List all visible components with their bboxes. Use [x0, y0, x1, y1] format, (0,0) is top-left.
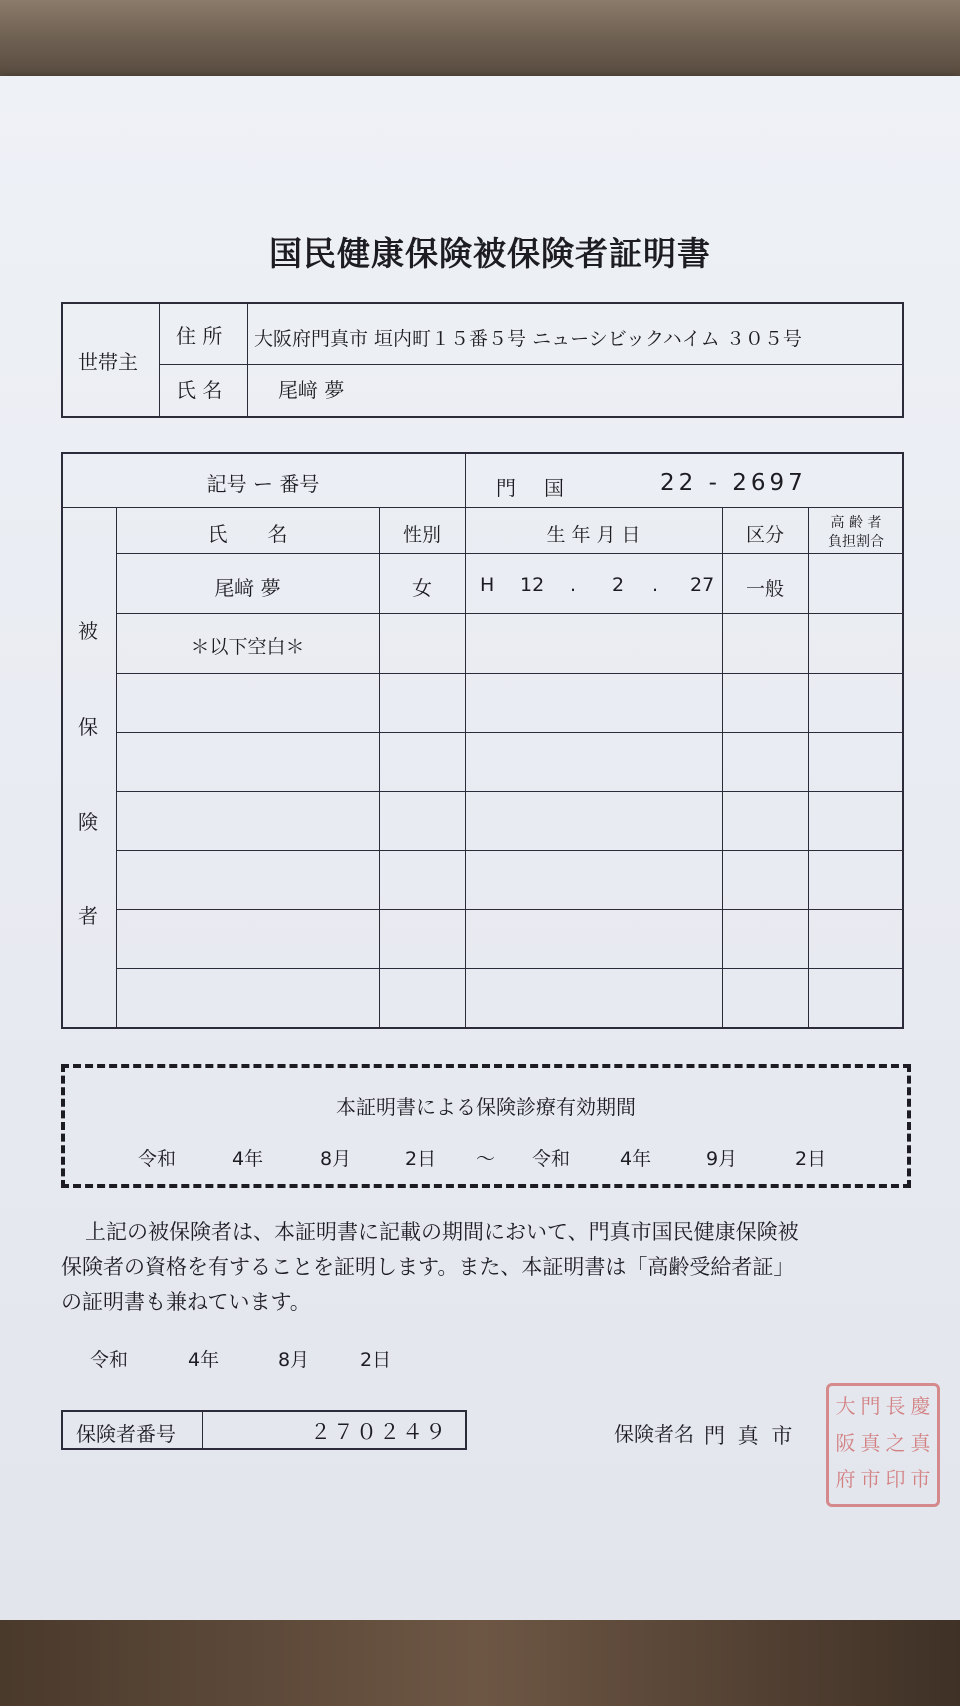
insured-side-label-4: 者: [78, 904, 98, 928]
col-sex: 性別: [402, 524, 441, 546]
insurer-name: 門 真 市: [704, 1424, 796, 1448]
householder-name: 尾﨑 夢: [278, 378, 345, 402]
validity-tilde: ～: [476, 1148, 496, 1170]
row1-day: 27: [690, 574, 715, 596]
insured-number: 22 - 2697: [660, 470, 807, 496]
valid-to-month: 9月: [706, 1148, 738, 1170]
statement-line-1: 上記の被保険者は、本証明書に記載の期間において、門真市国民健康保険被: [85, 1220, 799, 1244]
symbol-kind: 国: [544, 476, 564, 500]
col-birthdate: 生 年 月 日: [546, 524, 641, 546]
symbol-number-label: 記号 ー 番号: [206, 472, 320, 496]
desk-background-bottom: [0, 1620, 960, 1706]
row1-category: 一般: [745, 578, 784, 600]
official-seal: 大 門 長 慶 阪 真 之 真 府 市 印 市: [826, 1383, 940, 1507]
certification-statement: [61, 1215, 921, 1320]
name-label: 氏 名: [176, 378, 223, 402]
address-label: 住 所: [176, 324, 223, 348]
row1-era: H: [480, 574, 495, 596]
row1-year: 12: [520, 574, 545, 596]
issue-date-year: 4年: [188, 1349, 220, 1371]
insured-side-label-2: 保: [78, 715, 98, 739]
valid-to-year: 4年: [620, 1148, 652, 1170]
valid-from-era: 令和: [138, 1148, 177, 1170]
valid-to-era: 令和: [532, 1148, 571, 1170]
col-burden-ratio: 負担割合: [828, 534, 884, 550]
col-elderly: 高 齢 者: [830, 515, 882, 531]
insured-side-label-3: 険: [78, 810, 98, 834]
insurer-number-label: 保険者番号: [76, 1422, 176, 1446]
valid-from-year: 4年: [232, 1148, 264, 1170]
address-value: 大阪府門真市 垣内町１５番５号 ニューシビックハイム ３０５号: [254, 328, 802, 350]
statement-line-2: 保険者の資格を有することを証明します。また、本証明書は「高齢受給者証」: [61, 1255, 795, 1279]
symbol-prefix: 門: [496, 476, 516, 500]
document-title: 国民健康保険被保険者証明書: [269, 234, 711, 273]
issue-date-month: 8月: [278, 1349, 310, 1371]
row1-sex: 女: [412, 576, 432, 600]
insured-side-label-1: 被: [78, 619, 98, 643]
valid-from-month: 8月: [320, 1148, 352, 1170]
household-head-label: 世帯主: [78, 350, 138, 374]
valid-from-day: 2日: [405, 1148, 437, 1170]
insurer-number-value: ２７０２４９: [310, 1420, 448, 1444]
insurer-name-label: 保険者名: [614, 1422, 694, 1446]
col-name: 氏 名: [207, 522, 288, 546]
statement-line-3: の証明書も兼ねています。: [61, 1290, 311, 1314]
valid-to-day: 2日: [795, 1148, 827, 1170]
row1-month: 2: [612, 574, 625, 596]
col-category: 区分: [745, 524, 784, 546]
issue-date-day: 2日: [360, 1349, 392, 1371]
row1-name: 尾﨑 夢: [214, 576, 281, 600]
row2-blank-note: ＊以下空白＊: [190, 636, 305, 658]
validity-heading: 本証明書による保険診療有効期間: [336, 1095, 636, 1119]
issue-date-era: 令和: [90, 1349, 129, 1371]
